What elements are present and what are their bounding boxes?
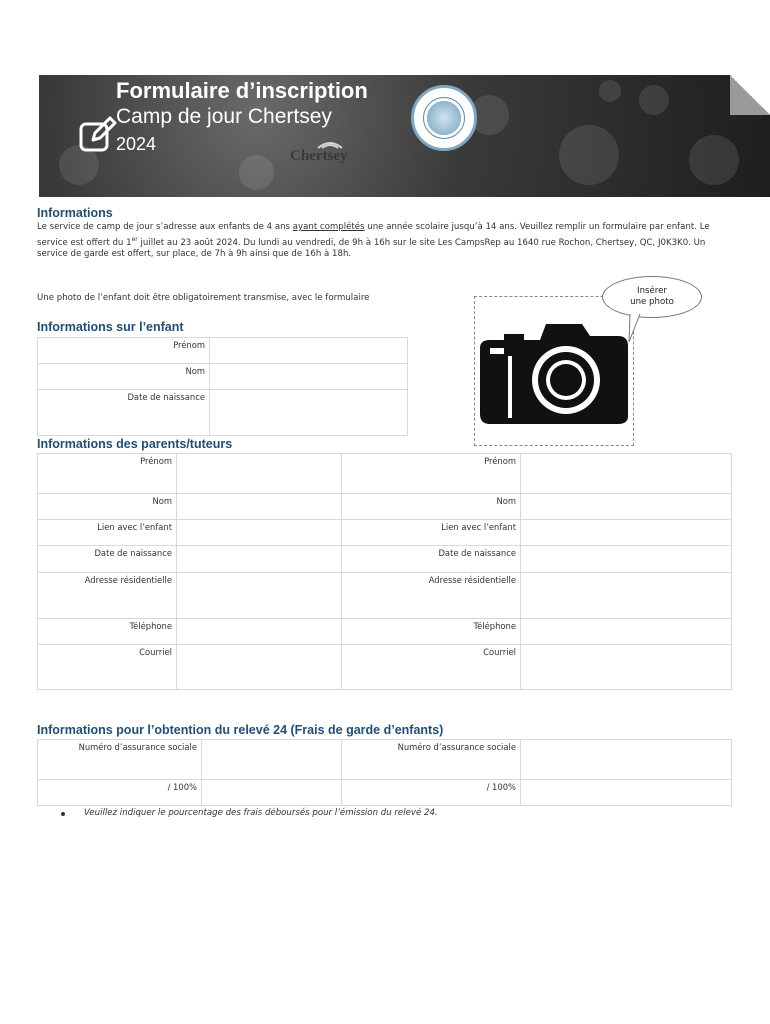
parent1-phone-label: Téléphone xyxy=(38,619,177,645)
parent2-birthdate-field[interactable] xyxy=(521,546,732,573)
parent2-percent-field[interactable] xyxy=(521,780,732,806)
parent2-email-field[interactable] xyxy=(521,645,732,690)
child-birthdate-field[interactable] xyxy=(210,390,408,436)
camp-name: Camp de jour Chertsey xyxy=(116,105,332,128)
parent2-relation-field[interactable] xyxy=(521,520,732,546)
parent1-relation-field[interactable] xyxy=(177,520,342,546)
bullet-icon xyxy=(61,812,65,816)
camera-icon xyxy=(478,318,630,426)
parent2-firstname-label: Prénom xyxy=(342,454,521,494)
parent2-firstname-field[interactable] xyxy=(521,454,732,494)
callout-tail xyxy=(628,314,642,344)
photo-note: Une photo de l’enfant doit être obligatoirement transmise, avec le formulaire xyxy=(37,293,370,303)
form-title: Formulaire d’inscription xyxy=(116,78,368,103)
parent1-address-field[interactable] xyxy=(177,573,342,619)
parent1-firstname-field[interactable] xyxy=(177,454,342,494)
municipal-seal-logo xyxy=(411,85,477,151)
parent1-address-label: Adresse résidentielle xyxy=(38,573,177,619)
parent2-birthdate-label: Date de naissance xyxy=(342,546,521,573)
child-birthdate-label: Date de naissance xyxy=(38,390,210,436)
parent2-address-field[interactable] xyxy=(521,573,732,619)
parent1-percent-label: / 100% xyxy=(38,780,202,806)
parent1-email-field[interactable] xyxy=(177,645,342,690)
parent1-birthdate-field[interactable] xyxy=(177,546,342,573)
form-year: 2024 xyxy=(116,134,157,154)
parent2-address-label: Adresse résidentielle xyxy=(342,573,521,619)
parent2-nas-label: Numéro d’assurance sociale xyxy=(342,740,521,780)
chertsey-logo: Chertsey xyxy=(290,148,348,164)
parent2-lastname-label: Nom xyxy=(342,494,521,520)
parent2-relation-label: Lien avec l’enfant xyxy=(342,520,521,546)
insert-photo-callout: Insérer une photo xyxy=(602,276,702,318)
parent1-lastname-field[interactable] xyxy=(177,494,342,520)
child-lastname-field[interactable] xyxy=(210,364,408,390)
releve24-table xyxy=(37,739,732,806)
parents-info-heading: Informations des parents/tuteurs xyxy=(37,437,233,451)
parent1-nas-label: Numéro d’assurance sociale xyxy=(38,740,202,780)
parent2-phone-field[interactable] xyxy=(521,619,732,645)
parent1-birthdate-label: Date de naissance xyxy=(38,546,177,573)
releve24-heading: Informations pour l’obtention du relevé 24 (Frais de garde d’enfants) xyxy=(37,723,444,737)
parent1-lastname-label: Nom xyxy=(38,494,177,520)
parent1-relation-label: Lien avec l’enfant xyxy=(38,520,177,546)
parent2-percent-label: / 100% xyxy=(342,780,521,806)
parent1-nas-field[interactable] xyxy=(202,740,342,780)
parent2-email-label: Courriel xyxy=(342,645,521,690)
child-firstname-label: Prénom xyxy=(38,338,210,364)
edit-icon xyxy=(78,115,118,155)
parents-info-table xyxy=(37,453,732,690)
parent2-lastname-field[interactable] xyxy=(521,494,732,520)
informations-paragraph: Le service de camp de jour s’adresse aux enfants de 4 ans ayant complétés une année scolaire jusqu’à 14 ans. Veuillez remplir un formulaire par enfant. Le service est offert du 1er juillet au 23 août 2024. Du lundi au vendredi, de 9h à 16h sur le site Les CampsRep au 1640 rue Rochon, Chertsey, QC, J0K3K0. Un service de garde est offert, sur place, de 7h à 9h ainsi que de 16h à 18h. xyxy=(37,222,710,260)
child-lastname-label: Nom xyxy=(38,364,210,390)
child-info-heading: Informations sur l’enfant xyxy=(37,320,184,334)
child-firstname-field[interactable] xyxy=(210,338,408,364)
parent2-phone-label: Téléphone xyxy=(342,619,521,645)
child-info-table xyxy=(37,337,408,436)
page-fold-corner xyxy=(730,75,770,115)
parent1-firstname-label: Prénom xyxy=(38,454,177,494)
parent1-phone-field[interactable] xyxy=(177,619,342,645)
parent1-email-label: Courriel xyxy=(38,645,177,690)
informations-heading: Informations xyxy=(37,206,113,220)
parent1-percent-field[interactable] xyxy=(202,780,342,806)
parent2-nas-field[interactable] xyxy=(521,740,732,780)
